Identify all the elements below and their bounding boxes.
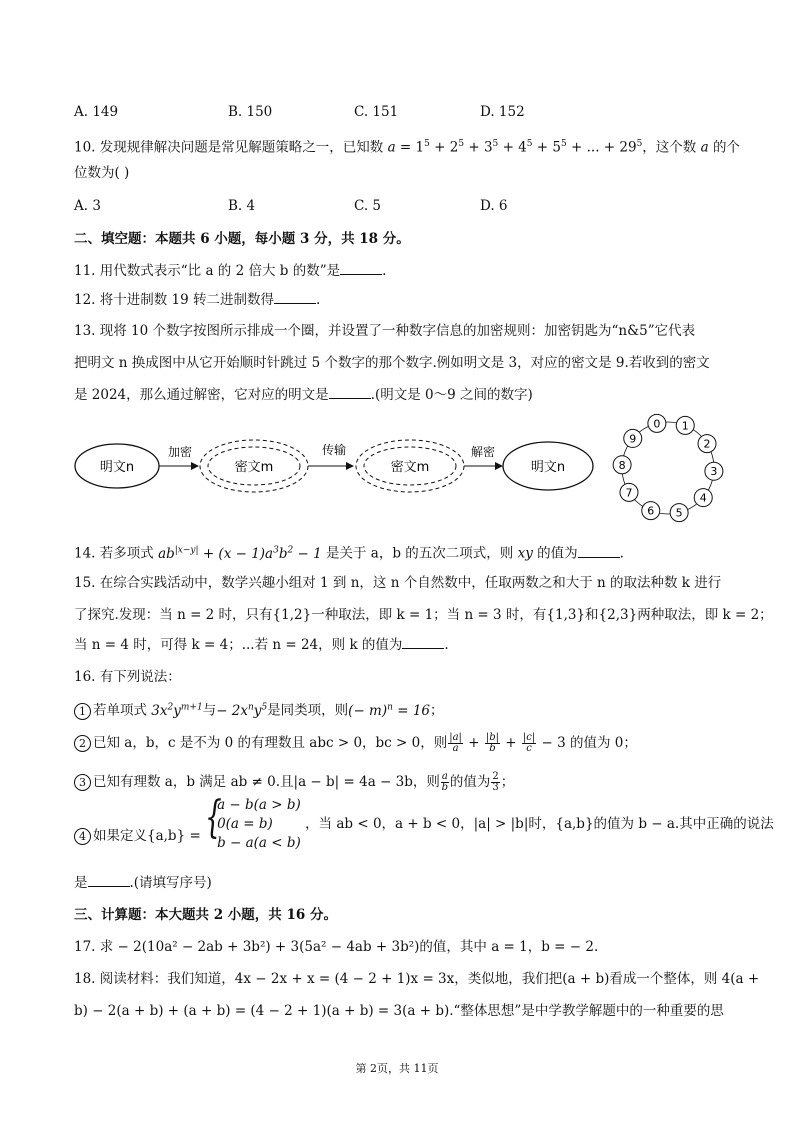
q18-line1: 18. 阅读材料：我们知道，4x − 2x + x = (4 − 2 + 1)x = 3x，类似地，我们把(a + b)看成一个整体，则 4(a +: [74, 971, 760, 987]
q17: 17. 求 − 2(10a² − 2ab + 3b²) + 3(5a² − 4ab + 3b²)的值，其中 a = 1，b = − 2.: [74, 939, 599, 955]
digit-label-2: 2: [703, 437, 711, 451]
q18-line2: b) − 2(a + b) + (a + b) = (4 − 2 + 1)(a + b) = 3(a + b).“整体思想”是中学教学解题中的一种重要的思: [74, 1003, 724, 1019]
q10-option-b: B. 4: [228, 198, 256, 214]
page-footer: 第 2页，共 11页: [355, 1062, 439, 1075]
q10-text-post: ，这个数: [642, 139, 701, 156]
q10-line2: 位数为( ): [74, 165, 130, 181]
q13-line3: [74, 386, 533, 404]
digit-label-4: 4: [699, 491, 707, 505]
s1-text-mid: 与: [202, 702, 217, 719]
q11: 11. 用代数式表示“比 a 的 2 倍大 b 的数”是 .: [74, 263, 387, 279]
q10-text-end: 的个: [708, 139, 740, 156]
q14-text-mid: 是关于 a，b 的五次二项式，则: [321, 545, 518, 562]
digit-label-7: 7: [625, 486, 633, 500]
q13-line1: 13. 现将 10 个数字按图所示排成一个圈，并设置了一种数字信息的加密规则：加密钥匙为“n&5”它代表: [74, 323, 696, 339]
q16-intro: 16. 有下列说法：: [74, 669, 181, 685]
q9-option-a: A. 149: [74, 104, 119, 120]
digit-label-0: 0: [653, 417, 661, 431]
q14-text-post: 的值为: [532, 545, 578, 562]
q16-end-pre: 是: [74, 875, 88, 891]
decrypt-label: 解密: [470, 445, 496, 459]
s3-text-pre: 已知有理数 a，b 满足 ab ≠ 0.且|a − b| = 4a − 3b，则: [93, 774, 440, 790]
q13-line2: 把明文 n 换成图中从它开始顺时针跳过 5 个数字的那个数字.例如明文是 3，对应的密文是 9.若收到的密文: [74, 355, 710, 371]
s4-text-post: ，当 ab < 0，a + b < 0，|a| > |b|时，{a,b}的值为 b − a.其中正确的说法: [305, 816, 774, 832]
statement-1-number: 1: [74, 703, 91, 720]
plaintext-label-left: 明文n: [99, 460, 135, 475]
digit-label-5: 5: [675, 506, 683, 520]
piecewise-row-1: a − b(a > b): [217, 797, 301, 813]
q10-line1: 10. 发现规律解决问题是常见解题策略之一，已知数 $a = 1^5 + 2^5 + 3^5 + 4^5 + 5^5$ + ... + $29^5$，这个数 a 的个: [74, 139, 740, 156]
encryption-diagram: [70, 410, 730, 530]
q15-line2: 了探究.发现：当 n = 2 时，只有{1,2}一种取法，即 k = 1；当 n = 3 时，有{1,3}和{2,3}两种取法，即 k = 2；: [74, 607, 773, 623]
q16-end: [74, 874, 212, 892]
ciphertext-label-1: 密文m: [234, 460, 274, 475]
section2-heading: 二、填空题：本题共 6 小题，每小题 3 分，共 18 分。: [74, 231, 410, 247]
s2-text-post: − 3 的值为 0；: [537, 735, 637, 751]
q10-formula: a: [387, 139, 396, 156]
digit-ring: [613, 414, 723, 521]
q16-end-post: .(请填写序号): [129, 875, 212, 891]
q15-line1: 15. 在综合实践活动中，数学兴趣小组对 1 到 n，这 n 个自然数中，任取两数之和大于 n 的取法种数 k 进行: [74, 575, 722, 591]
q12: 12. 将十进制数 19 转二进制数得 .: [74, 292, 321, 308]
statement-3-number: 3: [74, 774, 91, 791]
q14-text-pre: 14. 若多项式: [74, 545, 159, 562]
s4-text-pre: 如果定义{a,b} =: [93, 828, 201, 844]
digit-label-1: 1: [681, 419, 689, 433]
q10-text-pre: 10. 发现规律解决问题是常见解题策略之一，已知数: [74, 139, 388, 156]
digit-label-6: 6: [647, 504, 655, 518]
q10-option-d: D. 6: [480, 198, 508, 214]
piecewise-row-2: 0(a = b): [217, 816, 273, 832]
ciphertext-label-2: 密文m: [390, 460, 430, 475]
q9-option-c: C. 151: [354, 104, 399, 120]
q16-statement-2: 2 已知 a，b，c 是不为 0 的有理数且 abc > 0，bc > 0，则 $\frac{|a|}{a}$ + $\frac{|b|}{b}$ + $\frac{|c|}{c}$ − 3 的值为 0；: [74, 733, 637, 754]
s3-text-post: 的值为: [449, 774, 491, 790]
digit-label-9: 9: [629, 432, 637, 446]
q15-line3: 当 n = 4 时，可得 k = 4；...若 n = 24，则 k 的值为 .: [74, 637, 449, 653]
q13-text-post: .(明文是 0～9 之间的数字): [370, 387, 533, 403]
statement-4-number: 4: [74, 828, 91, 845]
q12-text: 12. 将十进制数 19 转二进制数得: [74, 292, 275, 308]
q16-answer-blank[interactable]: [88, 874, 130, 887]
q14: 14. 若多项式 $ab^{|x-y|} + (x - 1)a^3b^2 - 1$ 是关于 a，b 的五次二项式，则 xy 的值为 .: [74, 545, 624, 562]
piecewise-row-3: b − a(a < b): [217, 835, 301, 851]
plaintext-label-right: 明文n: [530, 460, 566, 475]
piecewise-definition: { a − b(a > b) 0(a = b) b − a(a < b): [205, 792, 301, 851]
s2-text-pre: 已知 a，b，c 是不为 0 的有理数且 abc > 0，bc > 0，则: [93, 735, 448, 751]
q16-statement-1: 1 若单项式 $3x^2y^{m+1}$与− $2x^ny^5$是同类项，则(− m)$^n$ = 16；: [74, 698, 444, 720]
q10-option-a: A. 3: [74, 198, 101, 214]
q13-text-pre: 是 2024，那么通过解密，它对应的明文是: [74, 387, 329, 403]
q10-option-c: C. 5: [354, 198, 382, 214]
s1-text-post: 是同类项，则: [267, 702, 349, 719]
digit-label-8: 8: [618, 458, 626, 472]
s1-text-pre: 若单项式: [93, 702, 152, 719]
q15-answer-blank[interactable]: [402, 636, 444, 649]
q16-statement-3: 3 已知有理数 a，b 满足 ab ≠ 0.且|a − b| = 4a − 3b，则 $\frac{a}{b}$ 的值为 $\frac{2}{3}$ ；: [74, 772, 514, 793]
q11-answer-blank[interactable]: [340, 262, 382, 275]
q11-text: 11. 用代数式表示“比 a 的 2 倍大 b 的数”是: [74, 263, 341, 279]
q16-statement-4: [74, 792, 774, 865]
transmit-label: 传输: [321, 443, 347, 457]
q14-answer-blank[interactable]: [578, 545, 620, 558]
digit-label-3: 3: [710, 465, 718, 479]
q9-option-b: B. 150: [228, 104, 273, 120]
section3-heading: 三、计算题：本大题共 2 小题，共 16 分。: [74, 907, 337, 923]
statement-2-number: 2: [74, 735, 91, 752]
q12-answer-blank[interactable]: [274, 291, 316, 304]
q15-text-pre: 当 n = 4 时，可得 k = 4；...若 n = 24，则 k 的值为: [74, 637, 403, 653]
q13-answer-blank[interactable]: [329, 386, 371, 399]
encrypt-label: 加密: [167, 445, 193, 459]
q14-polynomial: $ab^{|x-y|} + (x - 1)a^3b^2 - 1$: [158, 545, 322, 562]
q9-option-d: D. 152: [480, 104, 525, 120]
